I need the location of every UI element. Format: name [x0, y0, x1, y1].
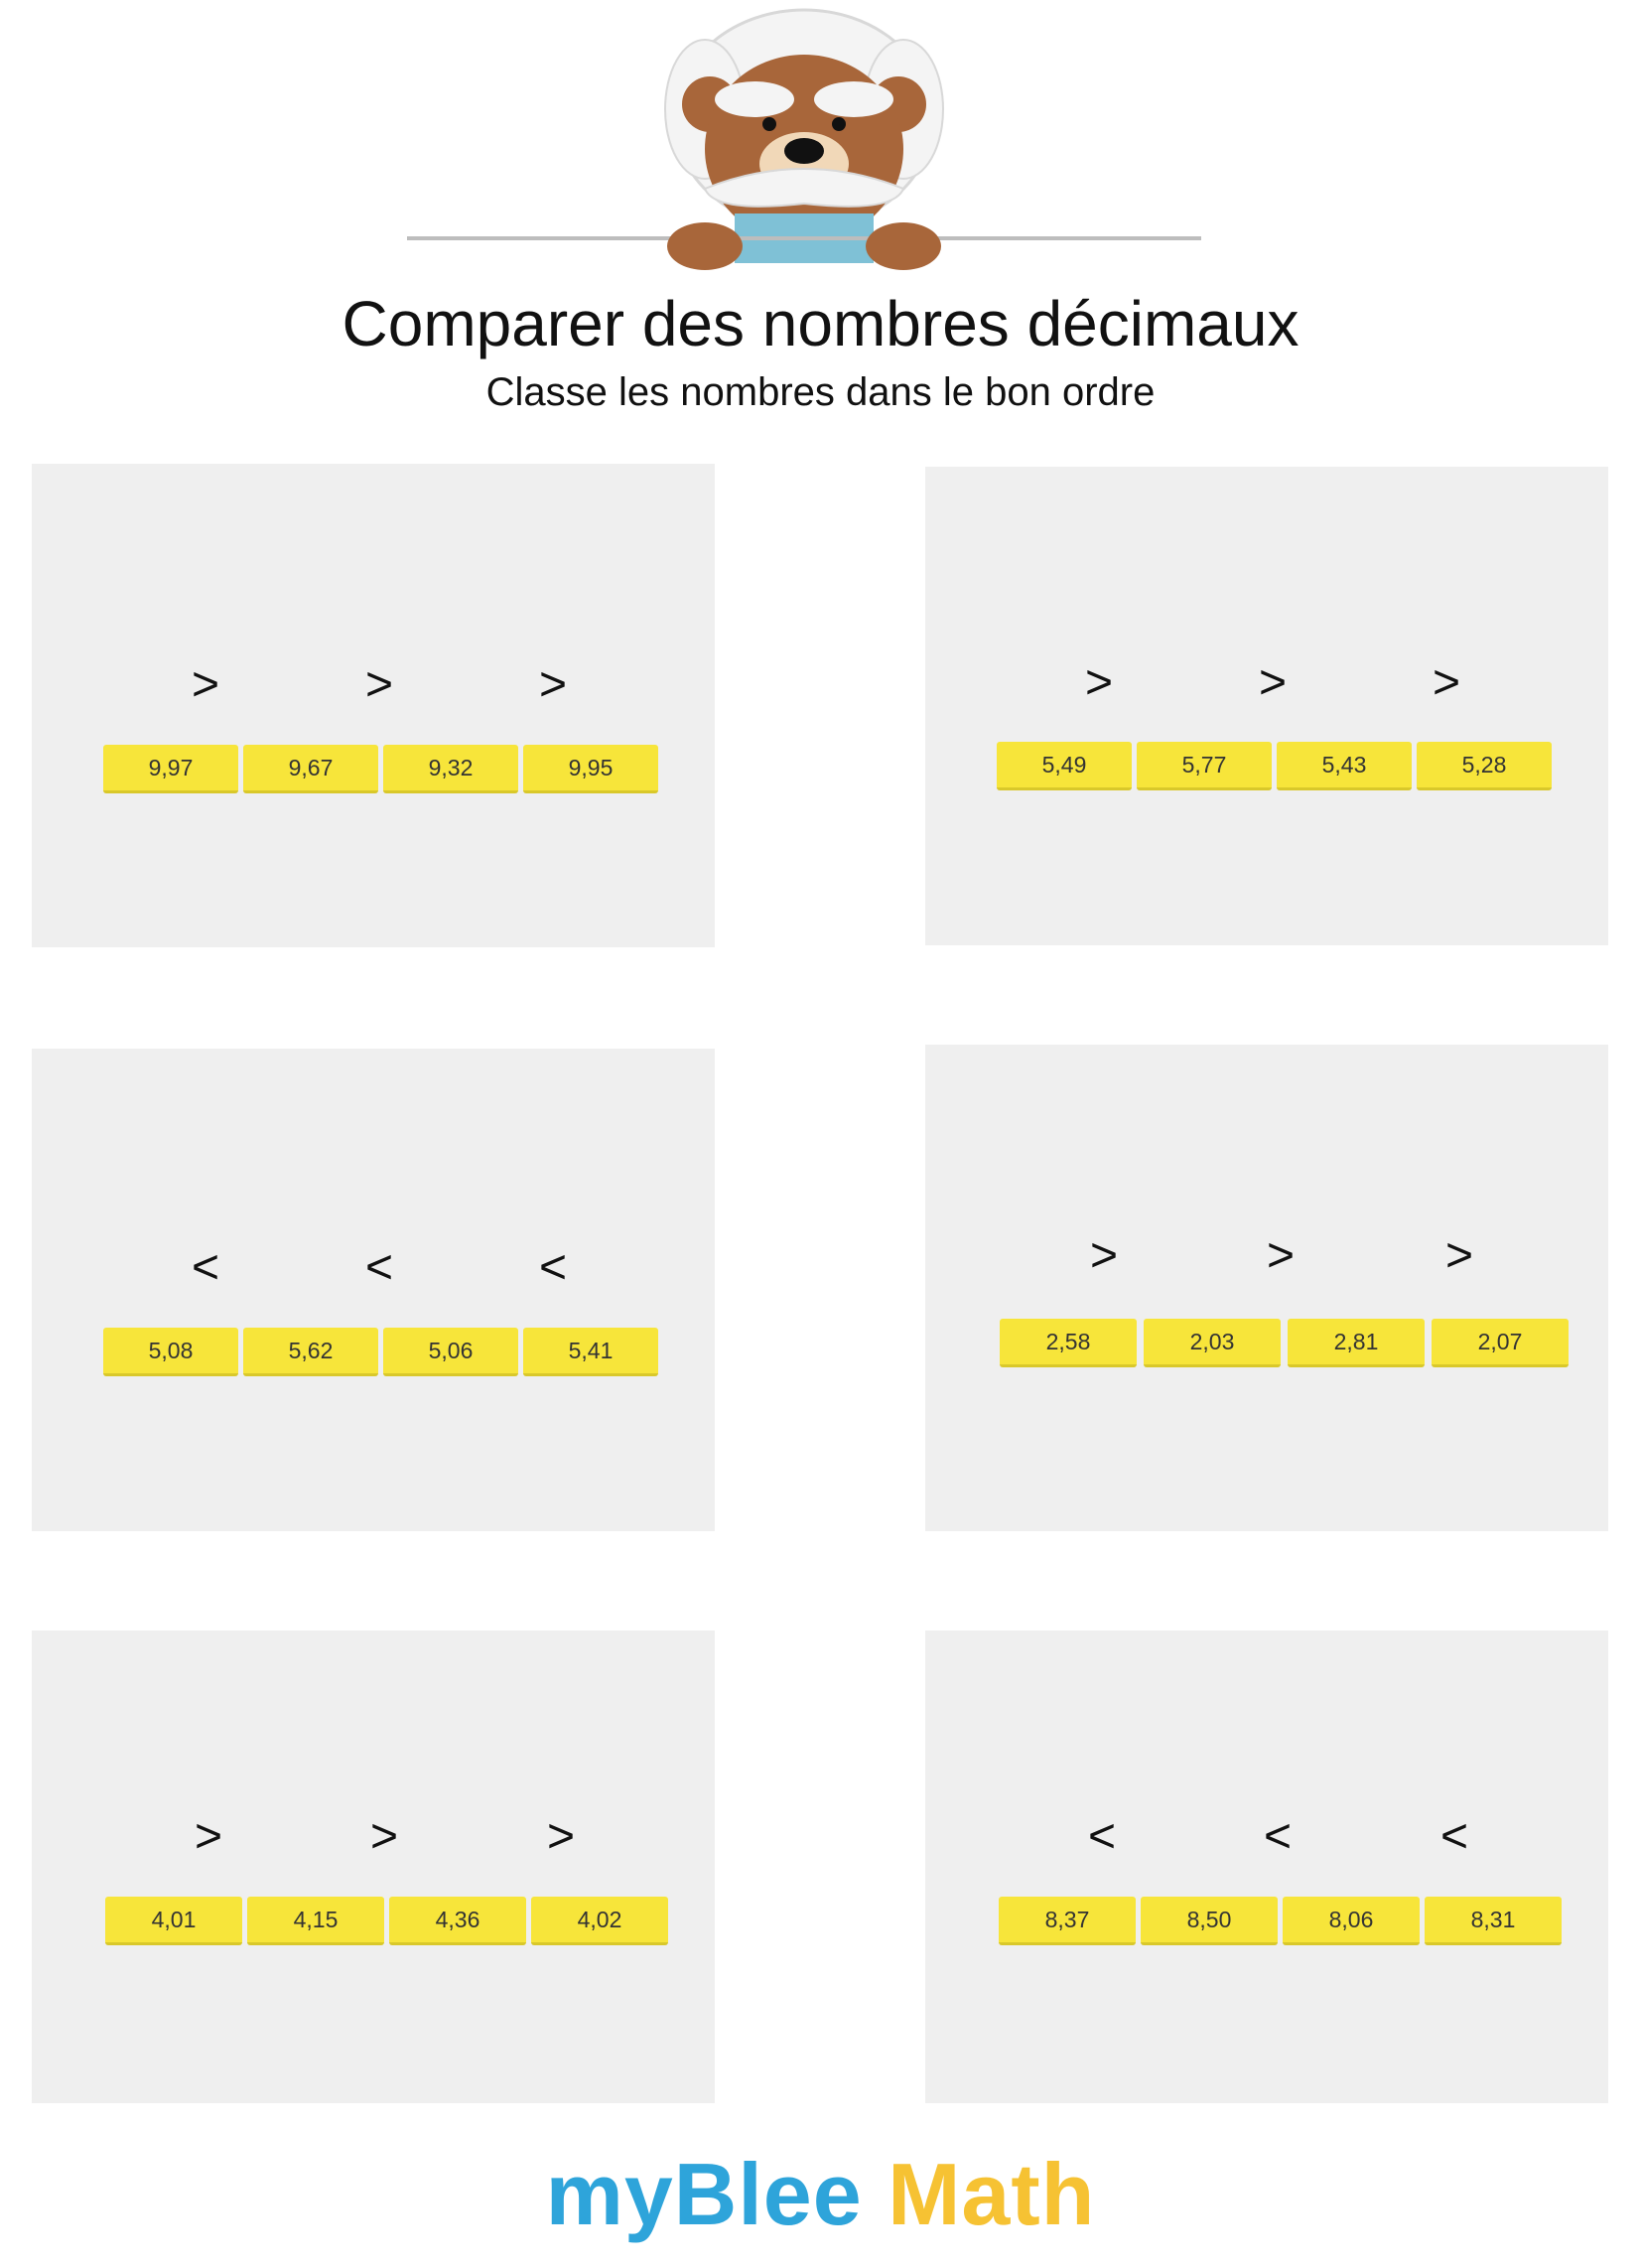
comparison-symbol: >	[1432, 656, 1461, 709]
comparison-symbol: >	[369, 1810, 399, 1863]
comparison-symbol: <	[364, 1241, 394, 1294]
comparison-symbol: >	[1089, 1229, 1119, 1282]
comparison-symbol: >	[1266, 1229, 1296, 1282]
logo-part-math: Math	[888, 2145, 1096, 2243]
number-tile[interactable]: 5,28	[1417, 742, 1552, 790]
number-tile[interactable]: 4,02	[531, 1897, 668, 1945]
number-tile[interactable]: 9,32	[383, 745, 518, 793]
comparison-symbol: >	[194, 1810, 223, 1863]
exercise-panel	[32, 464, 715, 947]
exercise-panel	[925, 1045, 1608, 1531]
number-tile[interactable]: 2,07	[1432, 1319, 1569, 1367]
number-tile[interactable]: 5,77	[1137, 742, 1272, 790]
number-tile[interactable]: 5,06	[383, 1328, 518, 1376]
exercise-panel	[32, 1049, 715, 1531]
brand-logo	[0, 2145, 1641, 2244]
comparison-symbol: >	[1084, 656, 1114, 709]
number-tile[interactable]: 4,01	[105, 1897, 242, 1945]
number-tile[interactable]: 4,36	[389, 1897, 526, 1945]
comparison-symbol: >	[546, 1810, 576, 1863]
number-tile[interactable]: 5,43	[1277, 742, 1412, 790]
number-tile[interactable]: 8,37	[999, 1897, 1136, 1945]
exercise-panel	[925, 467, 1608, 945]
number-tile[interactable]: 8,06	[1283, 1897, 1420, 1945]
number-tile[interactable]: 8,31	[1425, 1897, 1562, 1945]
number-tile[interactable]: 5,41	[523, 1328, 658, 1376]
number-tile[interactable]: 8,50	[1141, 1897, 1278, 1945]
number-tile[interactable]: 9,97	[103, 745, 238, 793]
exercise-panel	[32, 1630, 715, 2103]
number-tile[interactable]: 4,15	[247, 1897, 384, 1945]
number-tile[interactable]: 2,81	[1288, 1319, 1425, 1367]
comparison-symbol: >	[1444, 1229, 1474, 1282]
comparison-symbol: >	[538, 658, 568, 711]
comparison-symbol: >	[1258, 656, 1288, 709]
comparison-symbol: <	[538, 1241, 568, 1294]
number-tile[interactable]: 2,58	[1000, 1319, 1137, 1367]
page-title: Comparer des nombres décimaux	[342, 288, 1299, 359]
number-tile[interactable]: 2,03	[1144, 1319, 1281, 1367]
comparison-symbol: <	[1439, 1810, 1469, 1863]
number-tile[interactable]: 9,67	[243, 745, 378, 793]
page-subtitle: Classe les nombres dans le bon ordre	[485, 370, 1156, 414]
comparison-symbol: >	[191, 658, 220, 711]
comparison-symbol: <	[1263, 1810, 1293, 1863]
number-tile[interactable]: 5,62	[243, 1328, 378, 1376]
mascot-bear-illustration	[407, 0, 1231, 273]
exercise-panel	[925, 1630, 1608, 2103]
logo-part-myblee: myBlee	[545, 2145, 863, 2243]
number-tile[interactable]: 5,49	[997, 742, 1132, 790]
number-tile[interactable]: 5,08	[103, 1328, 238, 1376]
comparison-symbol: <	[191, 1241, 220, 1294]
comparison-symbol: >	[364, 658, 394, 711]
comparison-symbol: <	[1087, 1810, 1117, 1863]
number-tile[interactable]: 9,95	[523, 745, 658, 793]
